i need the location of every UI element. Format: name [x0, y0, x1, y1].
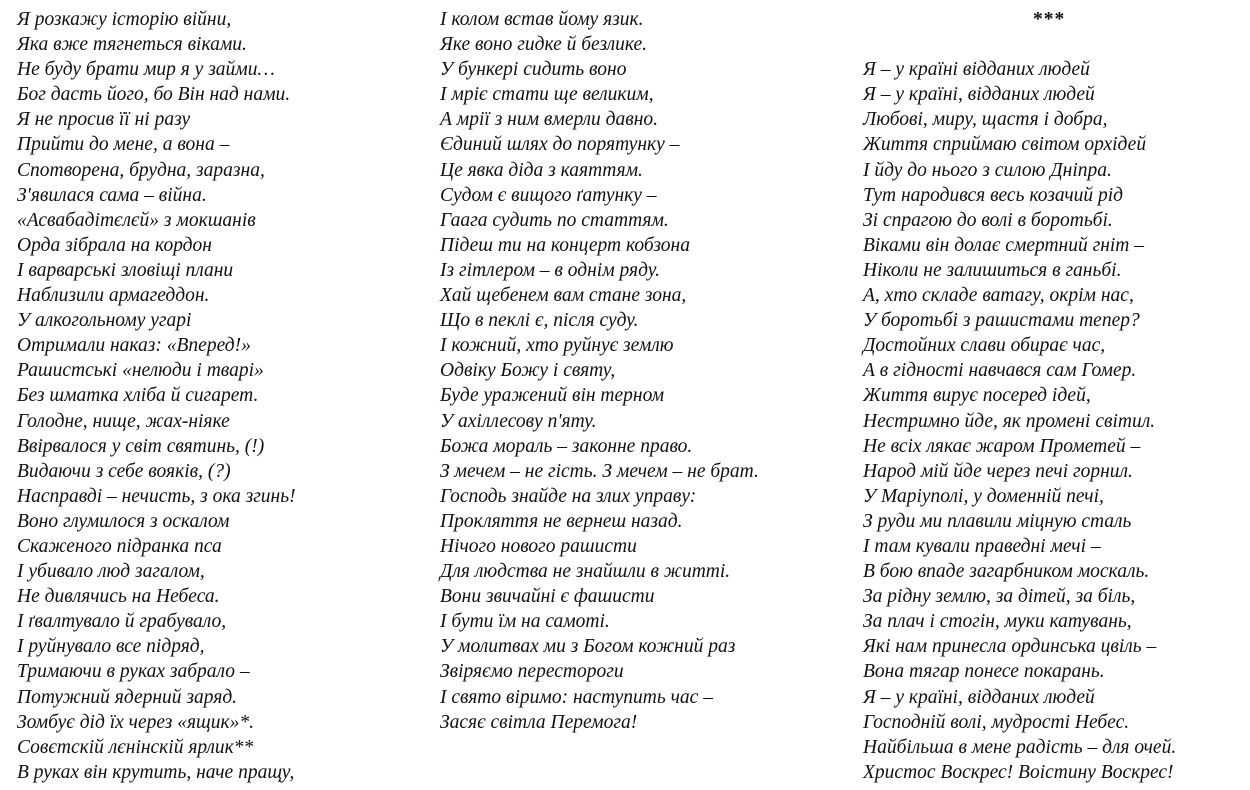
poem-line: Для людства не знайшли в житті.: [440, 561, 731, 583]
poem-line: У бункері сидить воно: [440, 59, 627, 81]
poem-line: Отримали наказ: «Вперед!»: [17, 335, 251, 357]
poem-line: Підеш ти на концерт кобзона: [440, 234, 690, 256]
poem-line: А в гідності навчався сам Гомер.: [863, 360, 1137, 382]
poem-line: Божа мораль – законне право.: [440, 435, 693, 457]
poem-column-3: [863, 57, 1176, 785]
poem-line: Я розкажу історію війни,: [17, 9, 232, 30]
poem-line: В бою впаде загарбником москаль.: [863, 561, 1150, 583]
poem-line: І бути їм на самоті.: [440, 611, 610, 633]
poem-line: Совєтскій лєнінскій ярлик**: [17, 736, 254, 758]
poem-column-2: [440, 7, 759, 735]
poem-line: Це явка діда з каяттям.: [440, 159, 643, 181]
poem-line: Життя вирує посеред ідей,: [863, 385, 1091, 407]
poem-line: Без шматка хліба й сигарет.: [17, 385, 259, 407]
poem-line: І убивало люд загалом,: [17, 561, 205, 583]
poem-line: Потужний ядерний заряд.: [17, 686, 238, 708]
poem-line: З'явилася сама – війна.: [17, 184, 207, 206]
poem-line: Я – у країні, відданих людей: [863, 686, 1095, 708]
poem-line: І кожний, хто руйнує землю: [440, 335, 674, 357]
poem-line: «Асвабадітєлєй» з мокшанів: [17, 209, 256, 231]
poem-line: За рідну землю, за дітей, за біль,: [863, 586, 1136, 608]
poem-line: Судом є вищого ґатунку –: [440, 184, 657, 206]
poem-line: Нестримно йде, як промені світил.: [863, 410, 1156, 432]
poem-line: Ніколи не залишиться в ганьбі.: [863, 259, 1122, 281]
poem-line: Достойних слави обирає час,: [863, 335, 1106, 357]
poem-line: Воно глумилося з оскалом: [17, 510, 230, 532]
poem-line: І свято віримо: наступить час –: [440, 686, 713, 708]
poem-line: Прокляття не вернеш назад.: [440, 510, 683, 532]
poem-line: Тримаючи в руках забрало –: [17, 661, 250, 683]
poem-line: Яке воно гидке й безлике.: [440, 34, 647, 56]
poem-line: Орда зібрала на кордон: [17, 234, 212, 256]
poem-line: Господній волі, мудрості Небес.: [863, 711, 1130, 733]
poem-line: Засяє світла Перемога!: [440, 711, 638, 733]
poem-line: Найбільша в мене радість – для очей.: [863, 736, 1177, 758]
poem-line: Скаженого підранка пса: [17, 535, 222, 557]
poem-line: Спотворена, брудна, заразна,: [17, 159, 265, 181]
poem-line: Яка вже тягнеться віками.: [17, 34, 247, 56]
poem-line: І варварські зловіщі плани: [17, 259, 234, 281]
poem-line: Наблизили армагеддон.: [17, 285, 210, 307]
poem-line: Бог дасть його, бо Він над нами.: [17, 84, 291, 106]
poem-line: Ввірвалося у світ святинь, (!): [17, 435, 265, 457]
poem-line: І там кували праведні мечі –: [863, 535, 1101, 557]
poem-line: Я – у країні відданих людей: [863, 59, 1090, 81]
poem-line: У Маріуполі, у доменній печі,: [863, 485, 1104, 507]
poem-line: Я не просив її ні разу: [17, 109, 191, 131]
poem-line: В руках він крутить, наче пращу,: [17, 761, 295, 783]
poem-line: Насправді – нечисть, з ока згинь!: [17, 485, 296, 507]
poem-line: Які нам принесла ординська цвіль –: [863, 636, 1157, 658]
poem-column-1: [17, 7, 296, 785]
poem-line: За плач і стогін, муки катувань,: [863, 611, 1132, 633]
poem-line: У алкогольному угарі: [17, 310, 192, 332]
poem-line: Не буду брати мир я у займи…: [17, 59, 275, 81]
poem-line: Зомбує дід їх через «ящик»*.: [17, 711, 255, 733]
poem-line: Народ мій йде через печі горнил.: [863, 460, 1133, 482]
poem-line: Із гітлером – в однім ряду.: [440, 259, 661, 281]
poem-line: Видаючи з себе вояків, (?): [17, 460, 231, 482]
poem-line: Що в пеклі є, після суду.: [440, 310, 639, 332]
poem-line: У молитвах ми з Богом кожний раз: [440, 636, 736, 658]
poem-line: Рашистські «нелюди і тварі»: [17, 360, 264, 382]
poem-line: Не всіх лякає жаром Прометей –: [863, 435, 1141, 457]
poem-line: Не дивлячись на Небеса.: [17, 586, 220, 608]
poem-line: І йду до нього з силою Дніпра.: [863, 159, 1112, 181]
poem-line: Життя сприймаю світом орхідей: [863, 134, 1147, 156]
poem-line: Вони звичайні є фашисти: [440, 586, 655, 608]
poem-line: У боротьбі з рашистами тепер?: [863, 310, 1140, 332]
poem-line: Вона тягар понесе покарань.: [863, 661, 1105, 683]
poem-line: Зі спрагою до волі в боротьбі.: [863, 209, 1113, 231]
poem-line: Нічого нового рашисти: [440, 535, 637, 557]
poem-line: Тут народився весь козачий рід: [863, 184, 1124, 206]
poem-line: І мріє стати ще великим,: [440, 84, 654, 106]
poem-line: Хай щебенем вам стане зона,: [440, 285, 687, 307]
poem-line: Христос Воскрес! Воістину Воскрес!: [863, 761, 1174, 783]
poem-line: З руди ми плавили міцную сталь: [863, 510, 1132, 532]
poem-line: З мечем – не гість. З мечем – не брат.: [440, 460, 759, 482]
poem-line: І колом встав йому язик.: [440, 9, 644, 30]
poem-line: Звіряємо перестороги: [440, 661, 624, 683]
poem-line: Я – у країні, відданих людей: [863, 84, 1095, 106]
poem-line: І руйнувало все підряд,: [17, 636, 205, 658]
poem-line: Одвіку Божу і святу,: [440, 360, 616, 382]
poem-line: Буде уражений він терном: [440, 385, 665, 407]
poem-line: У ахіллесову п'яту.: [440, 410, 597, 432]
poem-line: Любові, миру, щастя і добра,: [863, 109, 1108, 131]
poem-line: Голодне, нище, жах-ніяке: [17, 410, 230, 432]
poem-line: А, хто складе ватагу, окрім нас,: [863, 285, 1134, 307]
section-separator: ***: [1033, 9, 1066, 30]
poem-line: І ґвалтувало й грабувало,: [17, 611, 227, 633]
poem-line: Віками він долає смертний гніт –: [863, 234, 1144, 256]
poem-line: Господь знайде на злих управу:: [440, 485, 697, 507]
poem-line: Єдиний шлях до порятунку –: [440, 134, 680, 156]
poem-line: Прийти до мене, а вона –: [17, 134, 230, 156]
poem-line: Гаага судить по статтям.: [440, 209, 669, 231]
poem-line: А мрії з ним вмерли давно.: [440, 109, 658, 131]
